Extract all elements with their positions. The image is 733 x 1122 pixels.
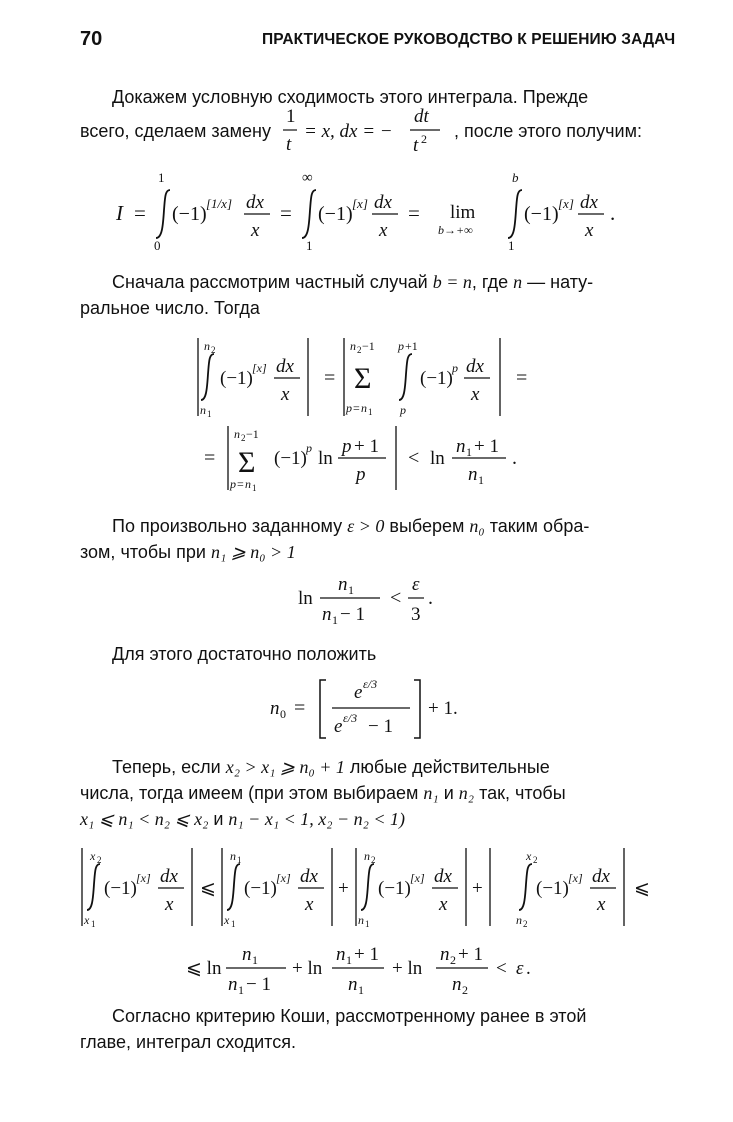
svg-text:[x]: [x] xyxy=(276,871,291,885)
svg-text:dx: dx xyxy=(300,866,318,887)
svg-text:+: + xyxy=(472,878,483,899)
page-number: 70 xyxy=(80,28,103,50)
svg-text:(−1): (−1) xyxy=(536,878,569,899)
svg-text:[x]: [x] xyxy=(352,196,368,211)
svg-text:=: = xyxy=(280,201,292,225)
svg-text:[x]: [x] xyxy=(558,196,574,211)
paragraph-1-line-2-end: , после этого получим: xyxy=(454,121,642,141)
paragraph-4: Для этого достаточно положить xyxy=(112,644,377,664)
svg-text:x: x xyxy=(90,849,96,863)
svg-text:lim: lim xyxy=(450,202,476,223)
svg-text:1: 1 xyxy=(238,983,244,994)
svg-text:.: . xyxy=(610,201,616,225)
svg-text:= x, dx = −: = x, dx = − xyxy=(304,121,393,142)
svg-text:2: 2 xyxy=(462,983,468,994)
svg-text:2: 2 xyxy=(371,855,376,865)
estimate-formula-1 xyxy=(190,334,550,494)
svg-text:n: n xyxy=(200,403,206,417)
svg-text:+ ln: + ln xyxy=(292,958,323,979)
svg-text:=: = xyxy=(294,697,306,719)
svg-text:(−1): (−1) xyxy=(420,368,453,389)
svg-text:+ ln: + ln xyxy=(392,958,423,979)
svg-text:∞: ∞ xyxy=(302,170,313,186)
svg-text:1: 1 xyxy=(348,583,354,597)
svg-text:ln: ln xyxy=(430,448,445,469)
integral-I-formula xyxy=(110,168,630,252)
svg-text:=: = xyxy=(237,477,244,491)
svg-text:dx: dx xyxy=(434,866,452,887)
svg-text:ε/3: ε/3 xyxy=(363,677,378,691)
svg-text:p: p xyxy=(356,464,366,485)
svg-text:(−1): (−1) xyxy=(378,878,411,899)
svg-text:+: + xyxy=(338,878,349,899)
svg-text:− 1: − 1 xyxy=(340,604,365,625)
svg-text:.: . xyxy=(526,958,531,979)
paragraph-3-line-1: По произвольно заданному ε > 0 выберем n₀ таким обра- xyxy=(112,516,590,536)
svg-text:x: x xyxy=(526,849,532,863)
svg-text:dx: dx xyxy=(466,356,484,377)
svg-text:x: x xyxy=(224,913,230,927)
svg-text:1: 1 xyxy=(358,983,364,994)
svg-text:2: 2 xyxy=(450,953,456,967)
svg-text:x: x xyxy=(165,894,174,915)
svg-text:n: n xyxy=(230,849,236,863)
svg-text:dx: dx xyxy=(276,356,294,377)
svg-text:<: < xyxy=(496,958,507,979)
svg-text:n: n xyxy=(322,604,332,625)
paragraph-1-line-2: всего, сделаем замену xyxy=(80,121,271,141)
svg-text:.: . xyxy=(428,587,433,609)
svg-text:1: 1 xyxy=(286,106,296,127)
svg-text:0: 0 xyxy=(280,707,286,721)
svg-text:p: p xyxy=(342,436,352,457)
svg-text:[x]: [x] xyxy=(136,871,151,885)
svg-text:x: x xyxy=(305,894,314,915)
svg-text:p: p xyxy=(306,441,312,455)
svg-text:[x]: [x] xyxy=(410,871,425,885)
svg-text:=: = xyxy=(134,201,146,225)
svg-text:b→+∞: b→+∞ xyxy=(438,223,473,237)
svg-text:x: x xyxy=(84,913,90,927)
paragraph-5-line-1: Теперь, если x₂ > x₁ ⩾ n₀ + 1 любые действительные xyxy=(112,757,550,777)
svg-text:1: 1 xyxy=(368,407,373,417)
svg-text:−1: −1 xyxy=(246,427,259,441)
svg-text:e: e xyxy=(334,716,343,737)
svg-text:Σ: Σ xyxy=(238,446,256,479)
svg-text:1: 1 xyxy=(252,483,257,493)
svg-text:⩽ ln: ⩽ ln xyxy=(186,958,222,979)
svg-text:⩽: ⩽ xyxy=(200,878,216,899)
svg-text:n: n xyxy=(348,974,358,994)
svg-text:ε: ε xyxy=(412,574,420,595)
svg-text:dx: dx xyxy=(580,192,598,213)
svg-text:2: 2 xyxy=(533,855,538,865)
svg-text:1: 1 xyxy=(332,613,338,627)
svg-text:dx: dx xyxy=(592,866,610,887)
svg-text:p: p xyxy=(452,361,458,375)
svg-text:n: n xyxy=(456,436,466,457)
svg-text:dx: dx xyxy=(374,192,392,213)
svg-text:x: x xyxy=(251,220,260,241)
svg-text:=: = xyxy=(324,367,336,389)
paragraph-3-line-2: зом, чтобы при n₁ ⩾ n₀ > 1 xyxy=(80,542,296,562)
svg-text:1: 1 xyxy=(231,919,236,929)
svg-text:− 1: − 1 xyxy=(368,716,393,737)
svg-text:+ 1: + 1 xyxy=(354,436,379,457)
running-title: ПРАКТИЧЕСКОЕ РУКОВОДСТВО К РЕШЕНИЮ ЗАДАЧ xyxy=(262,31,676,48)
svg-text:1: 1 xyxy=(346,953,352,967)
svg-text:x: x xyxy=(471,384,480,405)
svg-text:− 1: − 1 xyxy=(246,974,271,994)
svg-text:n: n xyxy=(358,913,364,927)
svg-text:dx: dx xyxy=(246,192,264,213)
svg-text:n: n xyxy=(338,574,348,595)
svg-text:t: t xyxy=(286,134,292,155)
svg-text:2: 2 xyxy=(523,919,528,929)
paragraph-5-line-2: числа, тогда имеем (при этом выбираем n₁ и n₂ так, чтобы xyxy=(80,783,566,803)
paragraph-5-line-3: x₁ ⩽ n₁ < n₂ ⩽ x₂ и n₁ − x₁ < 1, x₂ − n₂ < 1) xyxy=(80,809,406,829)
svg-text:2: 2 xyxy=(97,855,102,865)
paragraph-6-line-1: Согласно критерию Коши, рассмотренному ранее в этой xyxy=(112,1006,587,1026)
svg-text:Σ: Σ xyxy=(354,362,372,395)
svg-text:2: 2 xyxy=(357,345,362,355)
svg-text:p: p xyxy=(346,401,352,415)
svg-text:=: = xyxy=(353,401,360,415)
svg-text:3: 3 xyxy=(411,604,421,625)
svg-text:I: I xyxy=(116,201,123,225)
svg-text:b: b xyxy=(512,170,519,185)
svg-text:p: p xyxy=(398,339,404,353)
svg-text:0: 0 xyxy=(154,238,161,252)
svg-text:[x]: [x] xyxy=(252,361,267,375)
n0-formula xyxy=(268,674,468,744)
svg-text:=: = xyxy=(516,367,528,389)
svg-text:n: n xyxy=(270,698,280,719)
svg-text:(−1): (−1) xyxy=(220,368,253,389)
svg-text:=: = xyxy=(408,201,420,225)
svg-text:1: 1 xyxy=(365,919,370,929)
svg-text:[x]: [x] xyxy=(568,871,583,885)
svg-text:n: n xyxy=(364,849,370,863)
svg-text:2: 2 xyxy=(421,132,427,146)
svg-text:.: . xyxy=(512,447,517,469)
svg-text:x: x xyxy=(439,894,448,915)
svg-text:1: 1 xyxy=(252,953,258,967)
svg-text:n: n xyxy=(361,401,367,415)
substitution-formula xyxy=(282,100,452,158)
svg-text:−1: −1 xyxy=(362,339,375,353)
svg-text:(−1): (−1) xyxy=(104,878,137,899)
svg-text:n: n xyxy=(468,464,478,485)
svg-text:ln: ln xyxy=(298,588,313,609)
svg-text:+ 1: + 1 xyxy=(458,944,483,965)
svg-text:2: 2 xyxy=(211,345,216,355)
svg-text:x: x xyxy=(585,220,594,241)
svg-text:<: < xyxy=(390,587,402,609)
paragraph-6-line-2: главе, интеграл сходится. xyxy=(80,1032,296,1052)
svg-text:ε: ε xyxy=(516,958,524,979)
svg-text:1: 1 xyxy=(237,855,242,865)
svg-text:p: p xyxy=(400,403,406,417)
svg-text:n: n xyxy=(242,944,252,965)
svg-text:(−1): (−1) xyxy=(274,448,307,469)
log-inequality xyxy=(296,570,446,628)
svg-text:[1/x]: [1/x] xyxy=(206,196,232,211)
svg-text:p: p xyxy=(230,477,236,491)
svg-text:n: n xyxy=(234,427,240,441)
svg-text:n: n xyxy=(245,477,251,491)
svg-text:n: n xyxy=(228,974,238,994)
paragraph-2-line-2: ральное число. Тогда xyxy=(80,298,260,318)
svg-text:(−1): (−1) xyxy=(172,203,207,225)
svg-text:x: x xyxy=(281,384,290,405)
svg-text:1: 1 xyxy=(207,409,212,419)
svg-text:(−1): (−1) xyxy=(244,878,277,899)
svg-text:ε/3: ε/3 xyxy=(343,711,358,725)
svg-text:2: 2 xyxy=(241,433,246,443)
svg-text:n: n xyxy=(350,339,356,353)
svg-text:n: n xyxy=(204,339,210,353)
svg-text:ln: ln xyxy=(318,448,333,469)
svg-text:n: n xyxy=(452,974,462,994)
svg-text:⩽: ⩽ xyxy=(634,878,650,899)
svg-text:t: t xyxy=(413,135,419,156)
svg-text:+ 1: + 1 xyxy=(474,436,499,457)
paragraph-1-line-1: Докажем условную сходимость этого интеграла. Прежде xyxy=(112,87,589,107)
svg-text:1: 1 xyxy=(306,238,313,252)
svg-text:x: x xyxy=(379,220,388,241)
svg-text:1: 1 xyxy=(478,473,484,487)
svg-text:(−1): (−1) xyxy=(524,203,559,225)
svg-text:1: 1 xyxy=(466,445,472,459)
svg-text:=: = xyxy=(204,447,216,469)
svg-text:1: 1 xyxy=(158,170,165,185)
svg-text:(−1): (−1) xyxy=(318,203,353,225)
paragraph-2-line-1: Сначала рассмотрим частный случай b = n, где n — нату- xyxy=(112,272,594,292)
svg-text:1: 1 xyxy=(508,238,515,252)
svg-text:+1: +1 xyxy=(405,339,418,353)
svg-text:dt: dt xyxy=(414,106,429,127)
svg-text:n: n xyxy=(440,944,450,965)
svg-text:+ 1: + 1 xyxy=(354,944,379,965)
svg-text:n: n xyxy=(516,913,522,927)
svg-text:dx: dx xyxy=(160,866,178,887)
svg-text:<: < xyxy=(408,447,420,469)
svg-text:+ 1.: + 1. xyxy=(428,698,458,719)
svg-text:e: e xyxy=(354,682,363,703)
svg-text:x: x xyxy=(597,894,606,915)
svg-text:1: 1 xyxy=(91,919,96,929)
svg-text:n: n xyxy=(336,944,346,965)
estimate-formula-2 xyxy=(78,844,656,994)
